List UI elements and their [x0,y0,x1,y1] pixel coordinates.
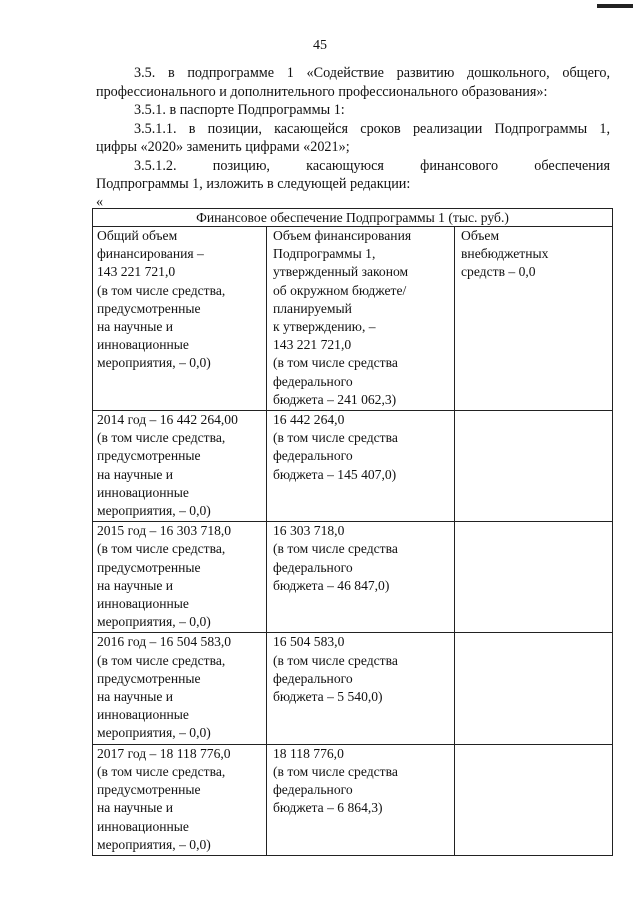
paragraph-3-5-1-2-line-1: 3.5.1.2. позицию, касающуюся финансового обеспечения [134,157,610,174]
cell-lines [97,411,263,520]
year-budget-cell [267,744,455,855]
cell-lines [461,227,609,282]
cell-text-line: федерального [273,559,353,575]
cell-text-line: предусмотренные [97,300,201,316]
cell-text-line: 143 221 721,0 [97,264,176,280]
cell-text-line: (в том числе средства [273,355,398,371]
cell-text-line: (в том числе средства [273,763,398,779]
cell-text-line: инновационные [97,596,189,612]
cell-text-line: федерального [273,373,353,389]
cell-lines [97,633,263,742]
cell-text-line: предусмотренные [97,670,201,686]
cell-text-line: инновационные [97,707,189,723]
year-total-cell [93,744,267,855]
year-total-cell [93,633,267,744]
page-number: 45 [313,38,327,53]
cell-text-line: инновационные [97,337,189,353]
cell-text-line: бюджета – 46 847,0) [273,577,390,593]
cell-text-line: (в том числе средства, [97,282,226,298]
cell-text-line: (в том числе средства, [97,763,226,779]
cell-lines [273,227,451,409]
cell-text-line: 16 504 583,0 [273,634,345,650]
cell-text-line: мероприятия, – 0,0) [97,355,211,371]
cell-text-line: 2016 год – 16 504 583,0 [97,634,232,650]
table-row [93,522,613,633]
cell-text-line: на научные и [97,577,174,593]
cell-text-line: федерального [273,782,353,798]
cell-text-line: мероприятия, – 0,0) [97,725,211,741]
cell-text-line: Объем финансирования [273,228,412,243]
cell-text-line: мероприятия, – 0,0) [97,614,211,630]
paragraph-3-5-line-2: профессионального и дополнительного профессионального образования»: [96,83,548,100]
cell-text-line: 16 442 264,0 [273,412,345,428]
cell-text-line: Общий объем [97,228,178,243]
cell-lines [273,633,451,706]
empty-cell [455,633,613,744]
cell-text-line: предусмотренные [97,559,201,575]
cell-text-line: бюджета – 5 540,0) [273,689,383,705]
cell-text-line: внебюджетных [461,246,549,262]
cell-text-line: 2014 год – 16 442 264,00 [97,412,238,428]
year-total-cell [93,411,267,522]
document-body [96,64,610,210]
total-financing-cell [93,227,267,411]
cell-text-line: (в том числе средства, [97,430,226,446]
year-budget-cell [267,411,455,522]
cell-text-line: бюджета – 145 407,0) [273,466,397,482]
cell-text-line: мероприятия, – 0,0) [97,836,211,852]
paragraph-3-5-1-1-line-1: 3.5.1.1. в позиции, касающейся сроков реализации Подпрограммы 1, [134,120,610,137]
cell-text-line: планируемый [273,300,352,316]
table-row [93,411,613,522]
cell-text-line: на научные и [97,689,174,705]
cell-text-line: (в том числе средства [273,430,398,446]
cell-text-line: Подпрограммы 1, [273,246,376,262]
cell-lines [97,227,263,373]
paragraph-3-5-1-2-line-2: Подпрограммы 1, изложить в следующей редакции: [96,176,411,192]
cell-text-line: на научные и [97,800,174,816]
cell-text-line: 143 221 721,0 [273,337,352,353]
financing-table [92,208,613,856]
cell-text-line: на научные и [97,466,174,482]
cell-text-line: инновационные [97,484,189,500]
cell-text-line: 2015 год – 16 303 718,0 [97,523,232,539]
year-budget-cell [267,522,455,633]
cell-text-line: мероприятия, – 0,0) [97,503,211,519]
cell-text-line: средств – 0,0 [461,264,536,280]
table-row [93,633,613,744]
extrabudget-financing-cell [455,227,613,411]
year-total-cell [93,522,267,633]
approved-financing-cell [267,227,455,411]
cell-lines [273,411,451,484]
cell-lines [273,745,451,818]
cell-text-line: (в том числе средства [273,652,398,668]
year-budget-cell [267,633,455,744]
paragraph-3-5-line-1: 3.5. в подпрограмме 1 «Содействие развитию дошкольного, общего, [134,65,610,81]
cell-text-line: инновационные [97,818,189,834]
empty-cell [455,411,613,522]
cell-text-line: финансирования – [97,246,204,262]
cell-text-line: на научные и [97,319,174,335]
cell-text-line: бюджета – 6 864,3) [273,800,383,816]
cell-text-line: утвержденный законом [273,264,409,280]
cell-text-line: федерального [273,670,353,686]
cell-text-line: 2017 год – 18 118 776,0 [97,745,231,761]
cell-text-line: бюджета – 241 062,3) [273,391,397,407]
empty-cell [455,522,613,633]
cell-text-line: 18 118 776,0 [273,745,344,761]
cell-text-line: предусмотренные [97,448,201,464]
cell-lines [273,522,451,595]
cell-lines [97,522,263,631]
cell-text-line: (в том числе средства, [97,541,226,557]
cell-text-line: (в том числе средства, [97,652,226,668]
table-header-row [93,227,613,411]
scan-corner-mark [597,4,633,8]
paragraph-3-5-1: 3.5.1. в паспорте Подпрограммы 1: [134,102,345,118]
table-title: Финансовое обеспечение Подпрограммы 1 (тыс. руб.) [93,209,613,227]
cell-text-line: федерального [273,448,353,464]
cell-text-line: Объем [461,228,500,243]
paragraph-3-5-1-1-line-2: цифры «2020» заменить цифрами «2021»; [96,139,350,155]
cell-lines [97,745,263,854]
cell-text-line: к утверждению, – [273,319,376,335]
cell-text-line: об окружном бюджете/ [273,282,407,298]
cell-text-line: 16 303 718,0 [273,523,345,539]
cell-text-line: (в том числе средства [273,541,398,557]
cell-text-line: предусмотренные [97,782,201,798]
table-row [93,744,613,855]
open-quote: « [96,193,104,210]
empty-cell [455,744,613,855]
